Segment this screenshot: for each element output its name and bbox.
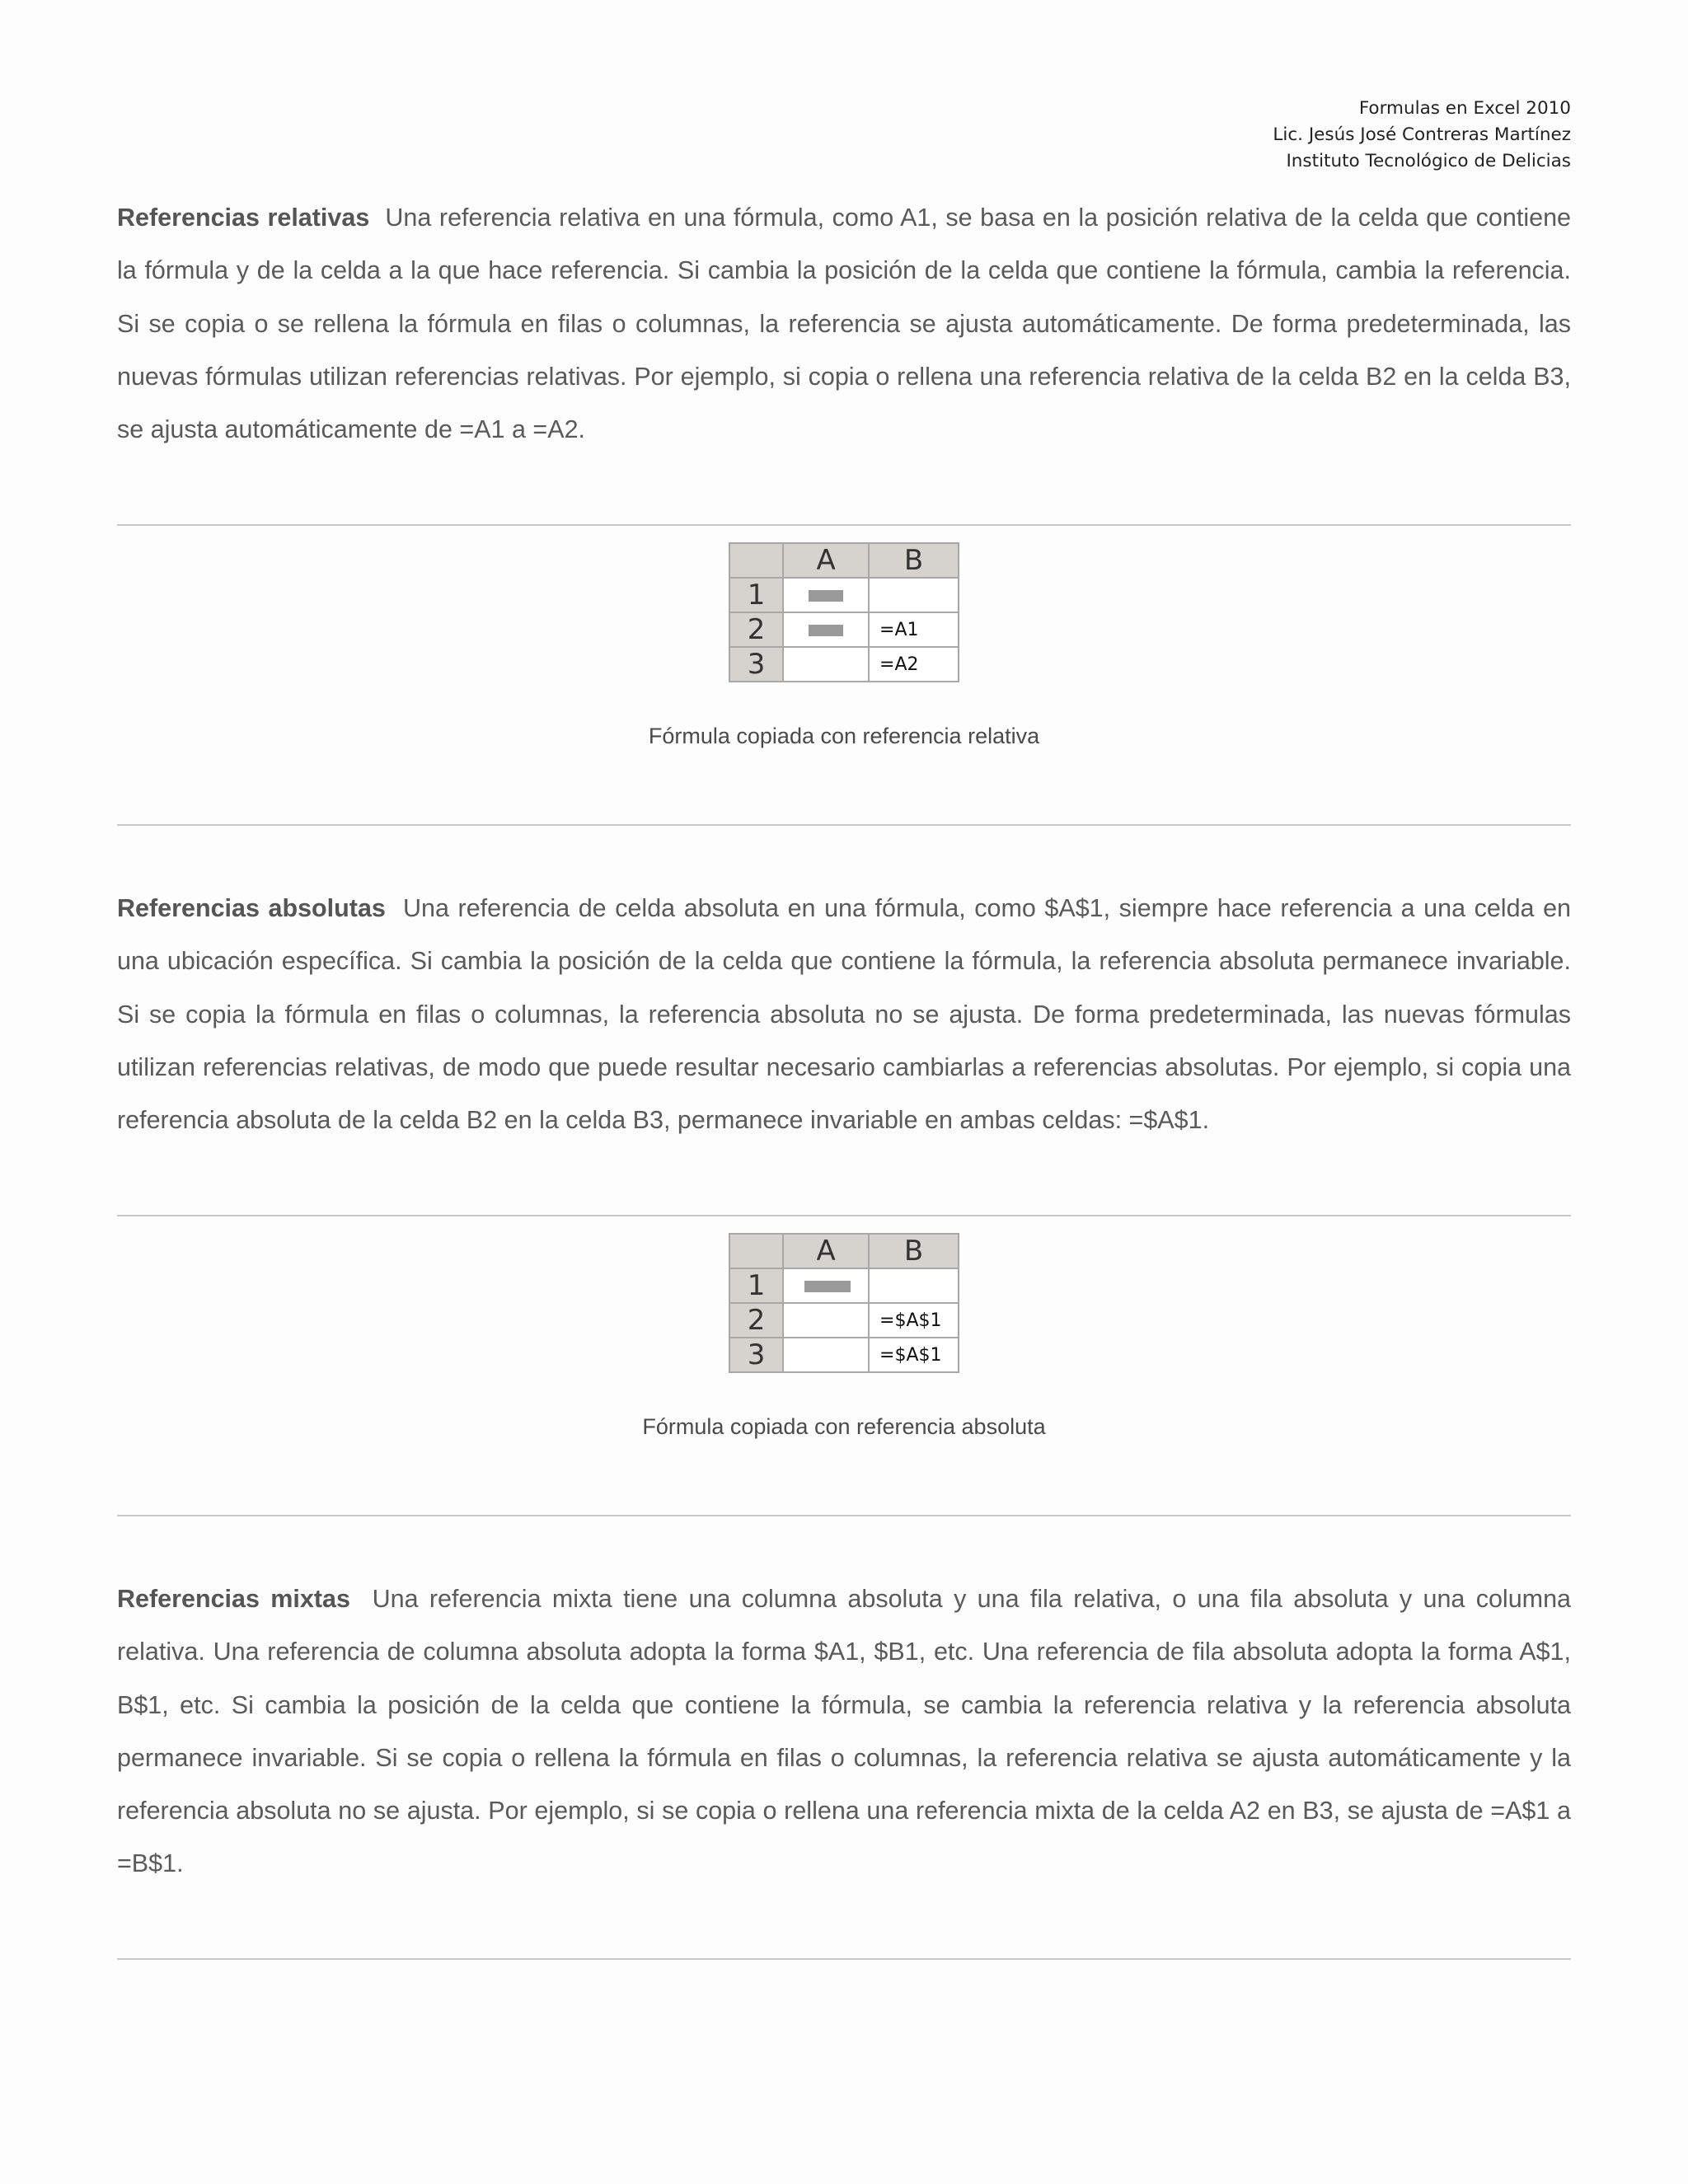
cell-b2: =A1 (869, 612, 959, 647)
cell-b1 (869, 578, 959, 612)
column-header: A (783, 543, 869, 578)
section-paragraph (117, 1572, 1571, 1891)
spreadsheet-figure-absolute (729, 1233, 959, 1373)
section-text: Una referencia mixta tiene una columna absoluta y una fila relativa, o una fila absoluta y una columna relativa. Una referencia de columna absoluta adopta la forma $A1, $B1, etc. Una referencia de fila absoluta adopta la forma A$1, B$1, etc. Si cambia la posición de la celda que contiene la fórmula, se cambia la referencia relativa y la referencia absoluta permanece invariable. Si se copia o rellena la fórmula en filas o columnas, la referencia relativa se ajusta automáticamente y la referencia absoluta no se ajusta. Por ejemplo, si se copia o rellena una referencia mixta de la celda A2 en B3, se ajusta de =A$1 a =B$1. (117, 1585, 1571, 1878)
row-header: 1 (729, 1268, 783, 1303)
cell-a2 (783, 612, 869, 647)
divider (117, 824, 1571, 826)
header-author: Lic. Jesús José Contreras Martínez (1273, 124, 1571, 145)
cell-b3: =$A$1 (869, 1338, 959, 1372)
figure-caption: Fórmula copiada con referencia absoluta (642, 1414, 1046, 1439)
cell-b2: =$A$1 (869, 1303, 959, 1338)
divider (117, 1215, 1571, 1216)
page-header (1273, 96, 1571, 175)
divider (117, 1958, 1571, 1960)
corner-cell (729, 1234, 783, 1268)
divider (117, 524, 1571, 526)
section-paragraph (117, 882, 1571, 1146)
row-header: 3 (729, 1338, 783, 1372)
section-heading: Referencias mixtas (117, 1585, 350, 1613)
section-text: Una referencia relativa en una fórmula, como A1, se basa en la posición relativa de la celda que contiene la fórmula y de la celda a la que hace referencia. Si cambia la posición de la celda que contiene la fórmula, cambia la referencia. Si se copia o se rellena la fórmula en filas o columnas, la referencia se ajusta automáticamente. De forma predeterminada, las nuevas fórmulas utilizan referencias relativas. Por ejemplo, si copia o rellena una referencia relativa de la celda B2 en la celda B3, se ajusta automáticamente de =A1 a =A2. (117, 204, 1571, 444)
section-paragraph (117, 191, 1571, 456)
cell-a3 (783, 647, 869, 682)
figure-caption: Fórmula copiada con referencia relativa (648, 724, 1040, 748)
cell-a3 (783, 1338, 869, 1372)
cell-a1 (783, 1268, 869, 1303)
cell-value-fill (804, 1281, 851, 1292)
header-institution: Instituto Tecnológico de Delicias (1286, 151, 1571, 171)
cell-b1 (869, 1268, 959, 1303)
cell-a2 (783, 1303, 869, 1338)
row-header: 2 (729, 1303, 783, 1338)
column-header: B (869, 1234, 959, 1268)
cell-value-fill (809, 625, 843, 636)
cell-value-fill (809, 590, 843, 602)
row-header: 2 (729, 612, 783, 647)
column-header: B (869, 543, 959, 578)
section-heading: Referencias relativas (117, 204, 370, 232)
section-heading: Referencias absolutas (117, 894, 386, 922)
header-title: Formulas en Excel 2010 (1358, 98, 1571, 119)
row-header: 3 (729, 647, 783, 682)
cell-b3: =A2 (869, 647, 959, 682)
section-text: Una referencia de celda absoluta en una fórmula, como $A$1, siempre hace referencia a una celda en una ubicación específica. Si cambia la posición de la celda que contiene la fórmula, la referencia absoluta permanece invariable. Si se copia la fórmula en filas o columnas, la referencia absoluta no se ajusta. De forma predeterminada, las nuevas fórmulas utilizan referencias relativas, de modo que puede resultar necesario cambiarlas a referencias absolutas. Por ejemplo, si copia una referencia absoluta de la celda B2 en la celda B3, permanece invariable en ambas celdas: =$A$1. (117, 894, 1571, 1135)
section-relative-references (117, 191, 1571, 456)
column-header: A (783, 1234, 869, 1268)
spreadsheet-figure-relative (729, 542, 959, 682)
cell-a1 (783, 578, 869, 612)
divider (117, 1515, 1571, 1516)
row-header: 1 (729, 578, 783, 612)
section-absolute-references (117, 882, 1571, 1146)
section-mixed-references (117, 1572, 1571, 1891)
corner-cell (729, 543, 783, 578)
